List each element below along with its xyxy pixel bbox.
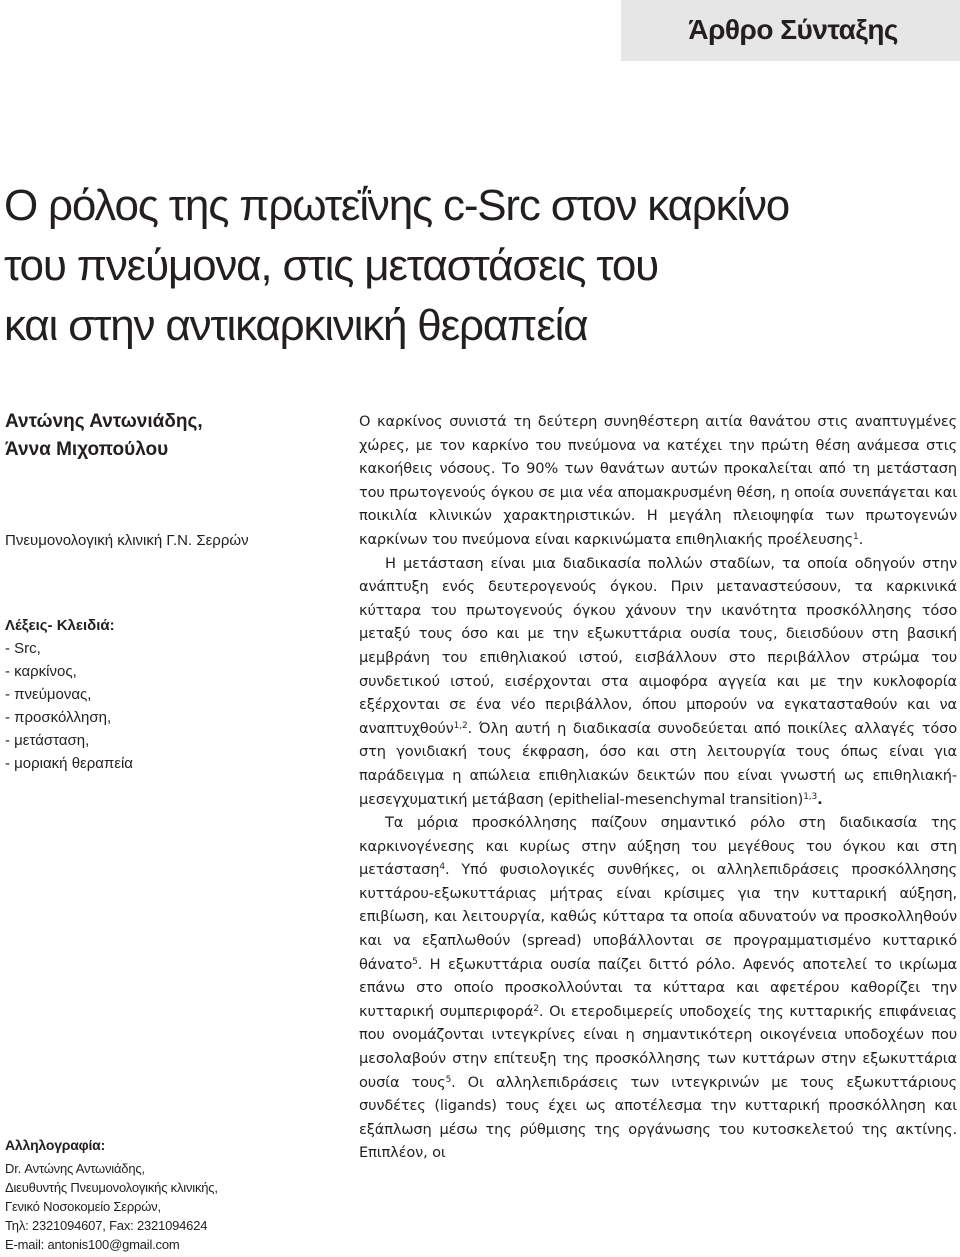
correspondence-line: Dr. Αντώνης Αντωνιάδης, (5, 1161, 145, 1176)
section-label-box (621, 0, 960, 61)
text-run: . Οι ετεροδιμερείς υποδοχείς της κυτταρικής επιφάνειας που ονομάζονται ιντεγκρίνες είναι η σημαντικότερη οικογένεια υποδοχέων που μεσολαβούν στην επίτευξη της προσκόλλησης των κυττάρων στην εξωκυττάρια ουσία τους (359, 1002, 957, 1091)
text-run: . Όλη αυτή η διαδικασία συνοδεύεται από ποικίλες αλλαγές τόσο στη γονιδιακή τους έκφραση, όσο και στη λειτουργία τους όπως είναι για παράδειγμα η απώλεια επιθηλιακών δεικτών που είναι γνωστή ως επιθηλιακή-μεσεγχυματική μετάβαση (epithelial-mesenchymal transition) (359, 719, 957, 808)
authors (5, 408, 335, 464)
citation: 1,2 (453, 720, 468, 731)
paragraph (359, 410, 957, 552)
correspondence (5, 1136, 335, 1254)
affiliation-text: Πνευμονολογική κλινική Γ.Ν. Σερρών (5, 532, 249, 549)
keywords-heading: Λέξεις- Κλειδιά: (5, 617, 115, 634)
citation: 4 (439, 862, 445, 873)
text-run: Τα μόρια προσκόλλησης παίζουν σημαντικό ρόλο στη διαδικασία της καρκινογένεσης και κυρίως στην αύξηση του μεγέθους του όγκου και στη μετάσταση (359, 814, 957, 879)
citation: 5 (412, 956, 418, 967)
correspondence-heading: Αλληλογραφία: (5, 1137, 106, 1153)
author-name: Άννα Μιχοπούλου (5, 439, 169, 460)
keyword-item: - προσκόλληση, (5, 709, 112, 726)
article-body (359, 410, 957, 1165)
text-run: Ο καρκίνος συνιστά τη δεύτερη συνηθέστερη αιτία θανάτου στις αναπτυγμένες χώρες, με τον καρκίνο του πνεύμονα να κατέχει την πρώτη θέση ανάμεσα στις κακοήθεις νόσους. Το 90% των θανάτων αυτών προκαλείται από τη μετάσταση του πρωτογενούς όγκου σε μια νέα απομακρυσμένη θέση, η οποία συνεπάγεται και ποικιλία κλινικών χαρακτηριστικών. Η μεγάλη πλειοψηφία των πρωτογενών καρκίνων του πνεύμονα είναι καρκινώματα επιθηλιακής προέλευσης (359, 413, 957, 548)
text-run: Η μετάσταση είναι μια διαδικασία πολλών σταδίων, τα οποία οδηγούν στην ανάπτυξη ενός δευτερογενούς όγκου. Πριν μεταναστεύσουν, τα καρκινικά κύτταρα του πρωτογενούς όγκου χάνουν την ικανότητα προσκόλλησης τόσο μεταξύ τους όσο και με την εξωκυττάρια ουσία τους, διεισδύουν στη βασική μεμβράνη του επιθηλιακού ιστού, εισβάλλουν στο περιβάλλον στρώμα του συνδετικού ιστού, εισέρχονται στα αιμοφόρα αγγεία και με την κυκλοφορία εξέρχονται σε ένα νέο περιβάλλον, όπου μπορούν να εγκατασταθούν και να αναπτυχθούν (359, 554, 957, 737)
keyword-item: - Src, (5, 640, 41, 657)
paragraph (359, 552, 957, 812)
keyword-item: - πνεύμονας, (5, 686, 92, 703)
citation: 1 (853, 531, 859, 542)
text-run: . (817, 790, 823, 808)
keyword-item: - μοριακή θεραπεία (5, 755, 133, 772)
keywords (5, 614, 335, 775)
citation: 5 (445, 1074, 452, 1085)
text-run: . (858, 530, 864, 548)
text-run: . Η εξωκυττάρια ουσία παίζει διττό ρόλο. Αφενός αποτελεί το ικρίωμα επάνω στο οποίο προσκολλούνται τα κύτταρα και αφετέρου καθορίζει την κυτταρική συμπεριφορά (359, 955, 957, 1020)
author-name: Αντώνης Αντωνιάδης, (5, 411, 203, 432)
paragraph (359, 811, 957, 1165)
section-label: Άρθρο Σύνταξης (688, 14, 898, 45)
correspondence-line: Διευθυντής Πνευμονολογικής κλινικής, (5, 1180, 218, 1195)
title-line: του πνεύμονα, στις μεταστάσεις του (4, 241, 658, 290)
text-run: . Οι αλληλεπιδράσεις των ιντεγκρινών με τους εξωκυττάριους συνδέτες (ligands) τους έχει ως αποτέλεσμα την κυτταρική προσκόλληση και εξάπλωση μέσω της ρύθμισης της οργάνωσης του κυτοσκελετού της ακτίνης. Επιπλέον, οι (359, 1073, 958, 1162)
citation: 1,3 (803, 791, 818, 802)
keyword-item: - καρκίνος, (5, 663, 77, 680)
citation: 2 (533, 1003, 539, 1014)
affiliation (5, 530, 335, 552)
text-run: . Υπό φυσιολογικές συνθήκες, οι αλληλεπιδράσεις προσκόλλησης κυττάρου-εξωκυττάριας μήτρας είναι κρίσιμες για την κυτταρική αύξηση, επιβίωση, και λειτουργία, καθώς κύτταρα τα οποία αδυνατούν να προσκολληθούν και να εξαπλωθούν (spread) υποβάλλονται σε προγραμματισμένο κυτταρικό θάνατο (359, 861, 957, 973)
keyword-item: - μετάσταση, (5, 732, 90, 749)
correspondence-line: Τηλ: 2321094607, Fax: 2321094624 (5, 1218, 208, 1233)
correspondence-email: E-mail: antonis100@gmail.com (5, 1237, 180, 1252)
article-title (4, 176, 944, 356)
title-line: και στην αντικαρκινική θεραπεία (4, 301, 588, 350)
title-line: Ο ρόλος της πρωτεΐνης c-Src στον καρκίνο (4, 181, 790, 230)
correspondence-line: Γενικό Νοσοκομείο Σερρών, (5, 1199, 161, 1214)
